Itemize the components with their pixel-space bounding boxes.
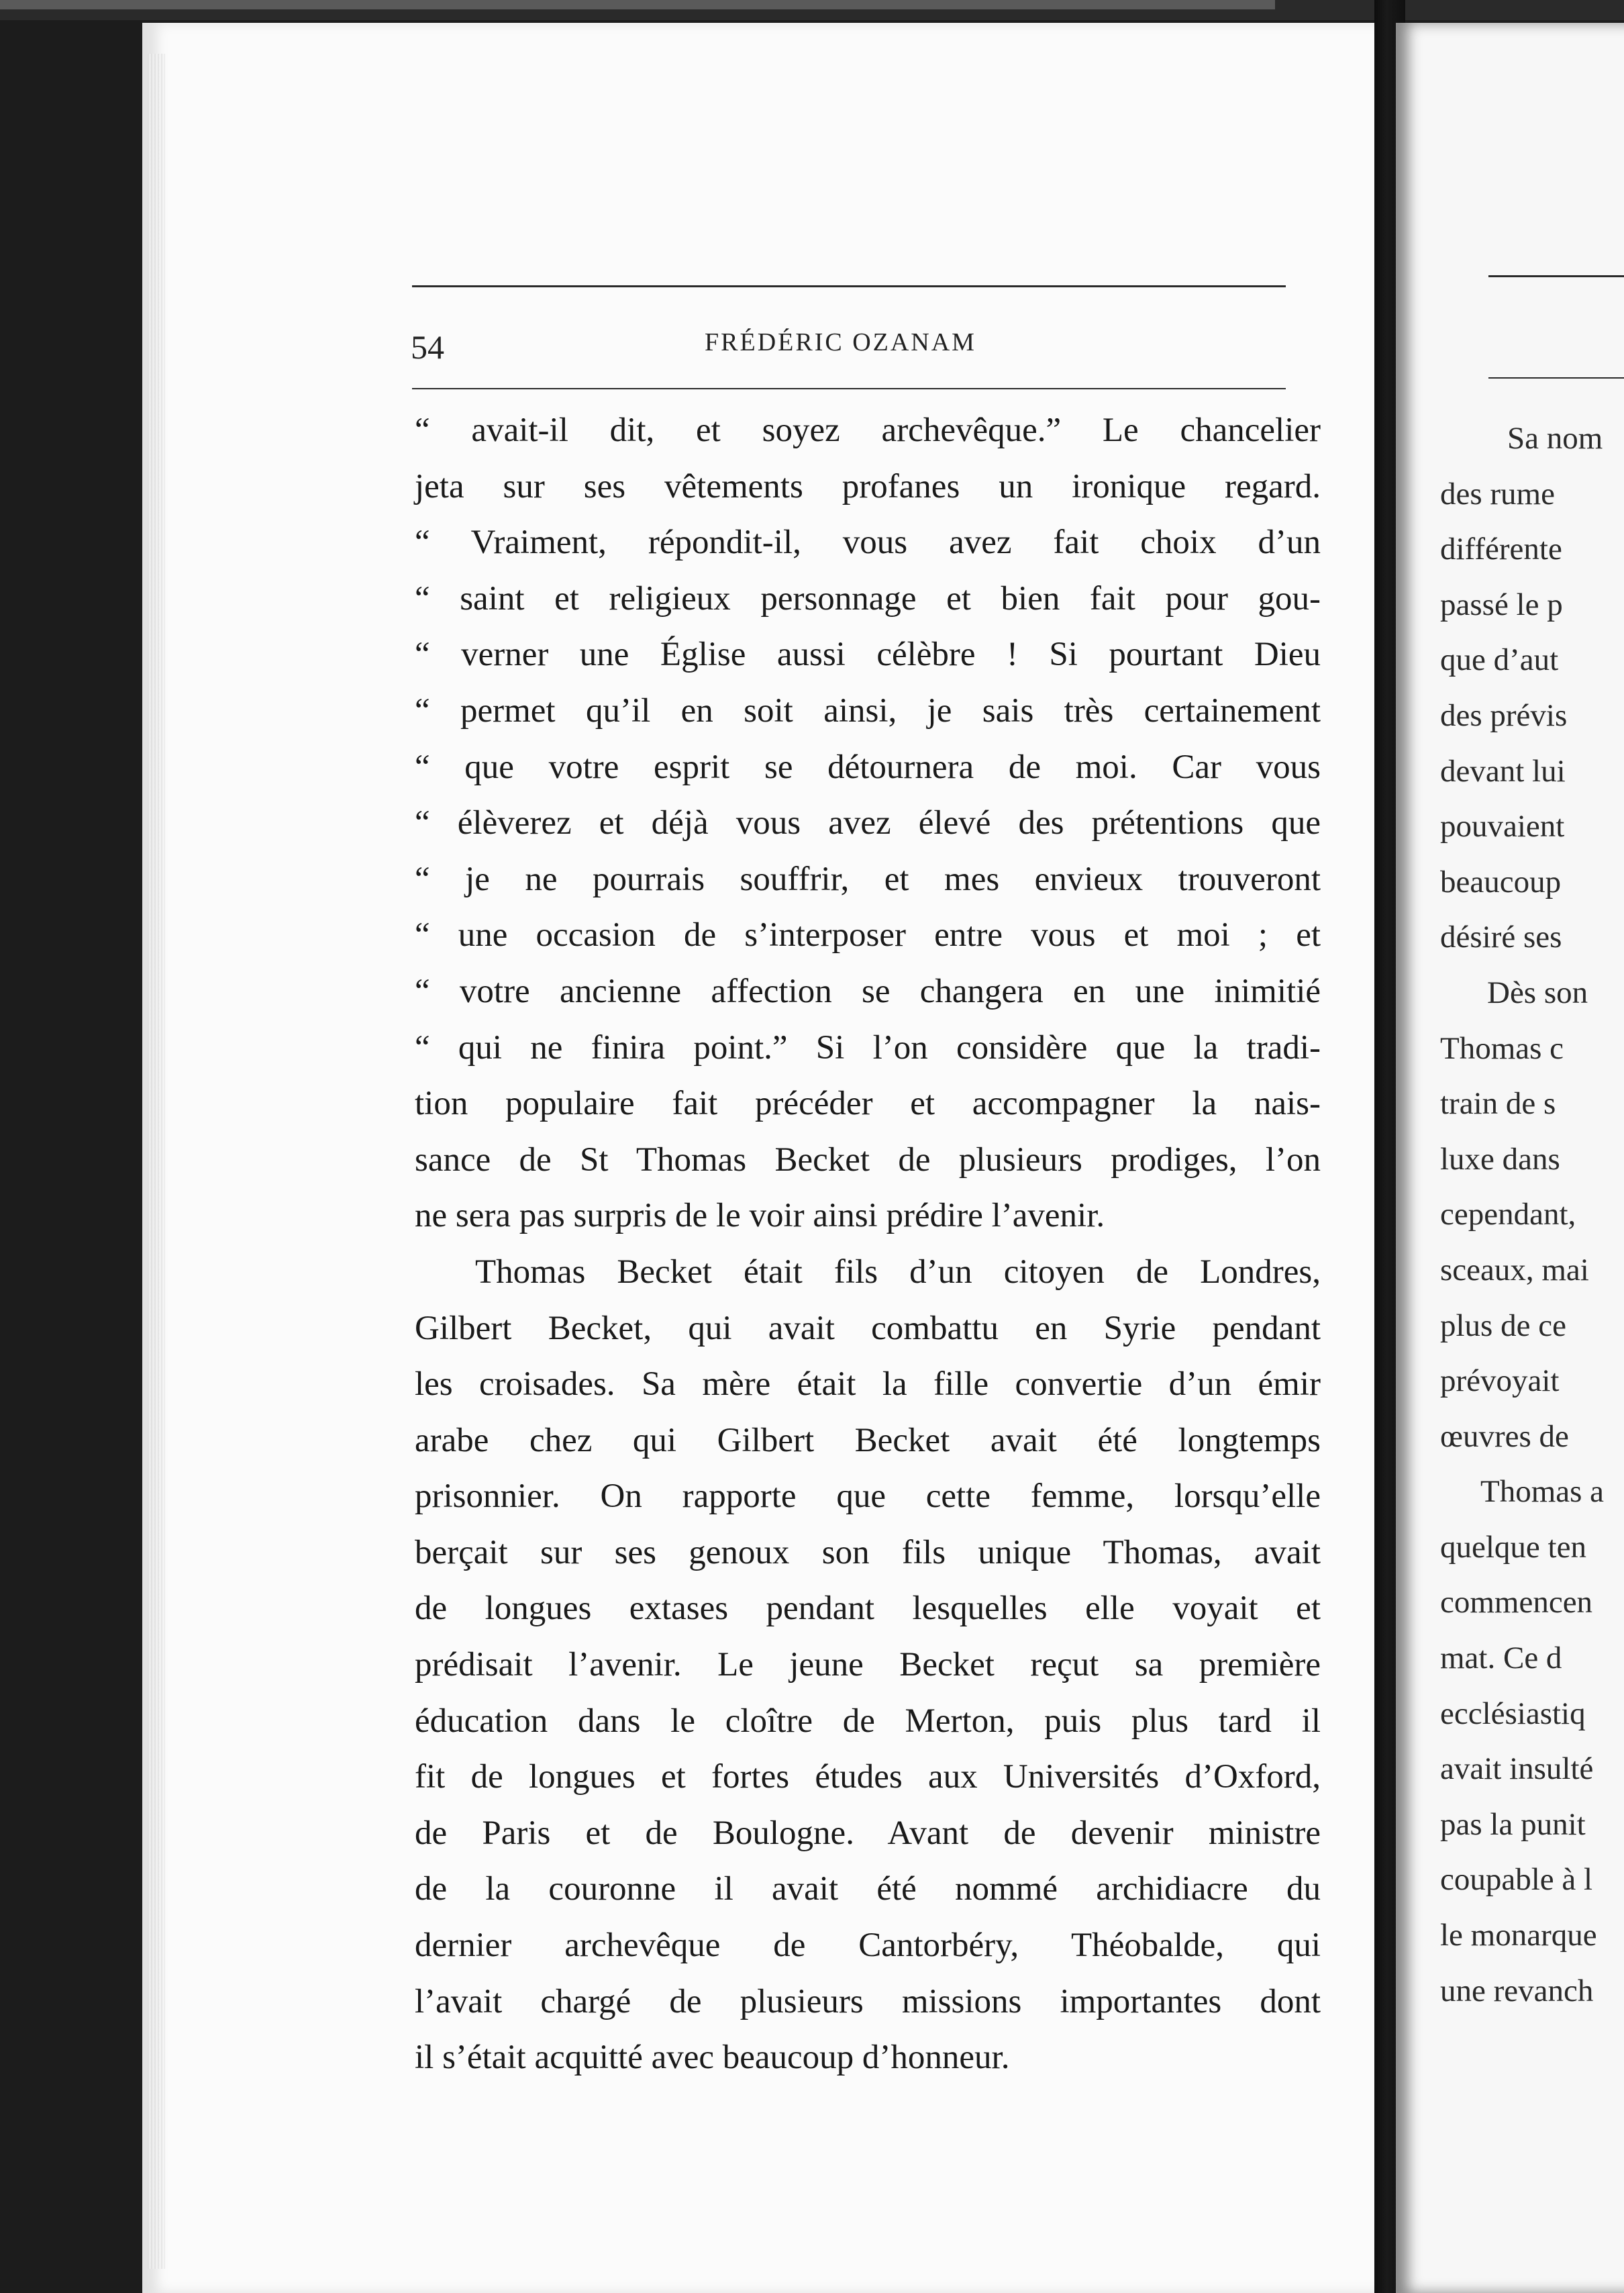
text-line: fit de longues et fortes études aux Universités d’Oxford,	[415, 1758, 1321, 1796]
running-head: FRÉDÉRIC OZANAM	[705, 328, 976, 356]
facing-text-line: commencen	[1440, 1585, 1593, 1620]
text-line: “ votre ancienne affection se changera en une inimitié	[415, 972, 1321, 1010]
facing-text-line: désiré ses	[1440, 920, 1562, 955]
facing-text-line: quelque ten	[1440, 1529, 1586, 1565]
facing-text-line: ecclésiastiq	[1440, 1696, 1586, 1731]
page-edges	[148, 54, 165, 2269]
facing-text-line: passé le p	[1440, 587, 1563, 622]
facing-text-line: différente	[1440, 532, 1562, 567]
facing-text-line: Dès son	[1487, 975, 1588, 1010]
text-line: “ permet qu’il en soit ainsi, je sais très certainement	[415, 691, 1321, 730]
facing-text-line: des rume	[1440, 476, 1555, 511]
text-line: arabe chez qui Gilbert Becket avait été longtemps	[415, 1421, 1321, 1459]
paragraph-2	[415, 1245, 1321, 2086]
header-bottom-rule	[412, 388, 1286, 389]
text-line: “ avait-il dit, et soyez archevêque.” Le chancelier	[415, 411, 1321, 449]
facing-text-line: coupable à l	[1440, 1862, 1593, 1898]
text-line: les croisades. Sa mère était la fille convertie d’un émir	[415, 1365, 1321, 1404]
text-line: l’avait chargé de plusieurs missions importantes dont	[415, 1982, 1321, 2020]
text-line: berçait sur ses genoux son fils unique Thomas, avait	[415, 1533, 1321, 1571]
text-line: prisonnier. On rapporte que cette femme, lorsqu’elle	[415, 1477, 1321, 1516]
facing-page-text	[1440, 411, 1624, 2018]
text-line: jeta sur ses vêtements profanes un ironique regard.	[415, 467, 1321, 505]
text-line: de la couronne il avait été nommé archidiacre du	[415, 1870, 1321, 1908]
paragraph-1	[415, 403, 1321, 1245]
facing-text-line: Thomas c	[1440, 1030, 1564, 1066]
facing-text-line: luxe dans	[1440, 1141, 1560, 1177]
facing-text-line: cependant,	[1440, 1197, 1576, 1232]
facing-text-line: plus de ce	[1440, 1308, 1566, 1343]
text-line: de Paris et de Boulogne. Avant de devenir ministre	[415, 1814, 1321, 1852]
scan-edge-band	[0, 0, 1275, 9]
text-line: il s’était acquitté avec beaucoup d’honneur.	[415, 2039, 1010, 2077]
facing-text-line: mat. Ce d	[1440, 1641, 1562, 1676]
facing-header-rule-bottom	[1488, 377, 1624, 379]
facing-text-line: Thomas a	[1480, 1474, 1605, 1510]
facing-text-line: pouvaient	[1440, 809, 1565, 844]
facing-text-line: avait insulté	[1440, 1751, 1594, 1787]
facing-text-line: sceaux, mai	[1440, 1252, 1589, 1287]
text-line: dernier archevêque de Cantorbéry, Théobalde, qui	[415, 1926, 1321, 1965]
facing-text-line: le monarque	[1440, 1918, 1597, 1953]
text-line: “ élèverez et déjà vous avez élevé des prétentions que	[415, 804, 1321, 842]
text-line: ne sera pas surpris de le voir ainsi prédire l’avenir.	[415, 1197, 1105, 1235]
facing-header-rule-top	[1488, 275, 1624, 277]
text-line: éducation dans le cloître de Merton, puis plus tard il	[415, 1702, 1321, 1740]
facing-text-line: train de s	[1440, 1086, 1556, 1122]
header-top-rule	[412, 285, 1286, 287]
facing-text-line: des prévis	[1440, 697, 1568, 733]
text-line: “ Vraiment, répondit-il, vous avez fait choix d’un	[415, 524, 1321, 562]
facing-text-line: Sa nom	[1507, 421, 1603, 456]
text-line: “ une occasion de s’interposer entre vous et moi ; et	[415, 916, 1321, 955]
facing-text-line: œuvres de	[1440, 1418, 1569, 1454]
facing-text-line: pas la punit	[1440, 1806, 1586, 1842]
text-line: prédisait l’avenir. Le jeune Becket reçut sa première	[415, 1646, 1321, 1684]
facing-text-line: prévoyait	[1440, 1363, 1560, 1399]
facing-text-line: que d’aut	[1440, 642, 1559, 678]
facing-text-line: devant lui	[1440, 753, 1566, 789]
text-line: sance de St Thomas Becket de plusieurs prodiges, l’on	[415, 1140, 1321, 1179]
text-line: “ qui ne finira point.” Si l’on considère que la tradi-	[415, 1028, 1321, 1067]
text-line: tion populaire fait précéder et accompagner la nais-	[415, 1085, 1321, 1123]
text-line: Thomas Becket était fils d’un citoyen de Londres,	[475, 1253, 1321, 1291]
text-line: “ je ne pourrais souffrir, et mes envieux trouveront	[415, 860, 1321, 898]
text-line: “ saint et religieux personnage et bien fait pour gou-	[415, 579, 1321, 618]
facing-text-line: une revanch	[1440, 1973, 1594, 2008]
facing-text-line: beaucoup	[1440, 864, 1562, 899]
page-body	[415, 403, 1321, 2086]
text-line: “ verner une Église aussi célèbre ! Si pourtant Dieu	[415, 636, 1321, 674]
text-line: “ que votre esprit se détournera de moi. Car vous	[415, 748, 1321, 786]
text-line: de longues extases pendant lesquelles elle voyait et	[415, 1590, 1321, 1628]
page-number: 54	[411, 328, 444, 366]
text-line: Gilbert Becket, qui avait combattu en Syrie pendant	[415, 1309, 1321, 1347]
